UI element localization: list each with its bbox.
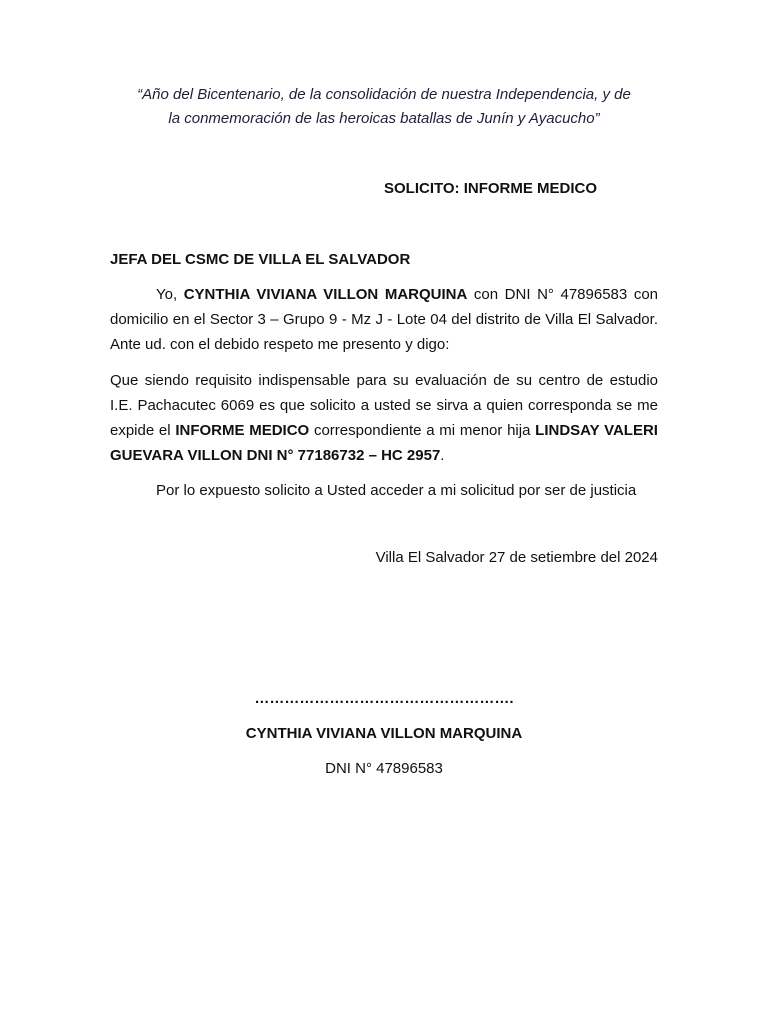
- paragraph-introduction: [110, 282, 658, 357]
- signature-dni: DNI N° 47896583: [325, 760, 443, 777]
- date-line: Villa El Salvador 27 de setiembre del 2024: [375, 549, 658, 566]
- child-info: LINDSAY VALERI GUEVARA VILLON DNI N° 77186732 – HC 2957: [110, 422, 658, 464]
- year-motto: [100, 83, 668, 131]
- motto-line-1: “Año del Bicentenario, de la consolidación de nuestra Independencia, y de: [137, 86, 631, 103]
- paragraph-request: [110, 368, 658, 468]
- recipient-line: JEFA DEL CSMC DE VILLA EL SALVADOR: [110, 251, 411, 268]
- request-text-2: correspondiente a mi menor hija: [309, 422, 536, 439]
- subject-line: SOLICITO: INFORME MEDICO: [384, 180, 598, 197]
- signature-line: …………………………………………….: [254, 690, 514, 707]
- applicant-name: CYNTHIA VIVIANA VILLON MARQUINA: [183, 286, 468, 303]
- paragraph-closing: Por lo expuesto solicito a Usted acceder a mi solicitud por ser de justicia: [156, 482, 637, 499]
- request-text-3: .: [440, 447, 445, 464]
- intro-text: Yo,: [156, 286, 184, 303]
- signature-name: CYNTHIA VIVIANA VILLON MARQUINA: [245, 725, 523, 742]
- intro-rest-text: con DNI N° 47896583 con domicilio en el Sector 3 – Grupo 9 - Mz J - Lote 04 del distrito de Villa El Salvador. Ante ud. con el debido respeto me presento y digo:: [110, 286, 659, 353]
- request-text-1: Que siendo requisito indispensable para su evaluación de su centro de estudio I.E. Pachacutec 6069 es que solicito a usted se sirva a quien corresponda se me expide el: [110, 372, 658, 439]
- motto-line-2: la conmemoración de las heroicas batallas de Junín y Ayacucho”: [168, 110, 600, 127]
- requested-document-name: INFORME MEDICO: [175, 422, 310, 439]
